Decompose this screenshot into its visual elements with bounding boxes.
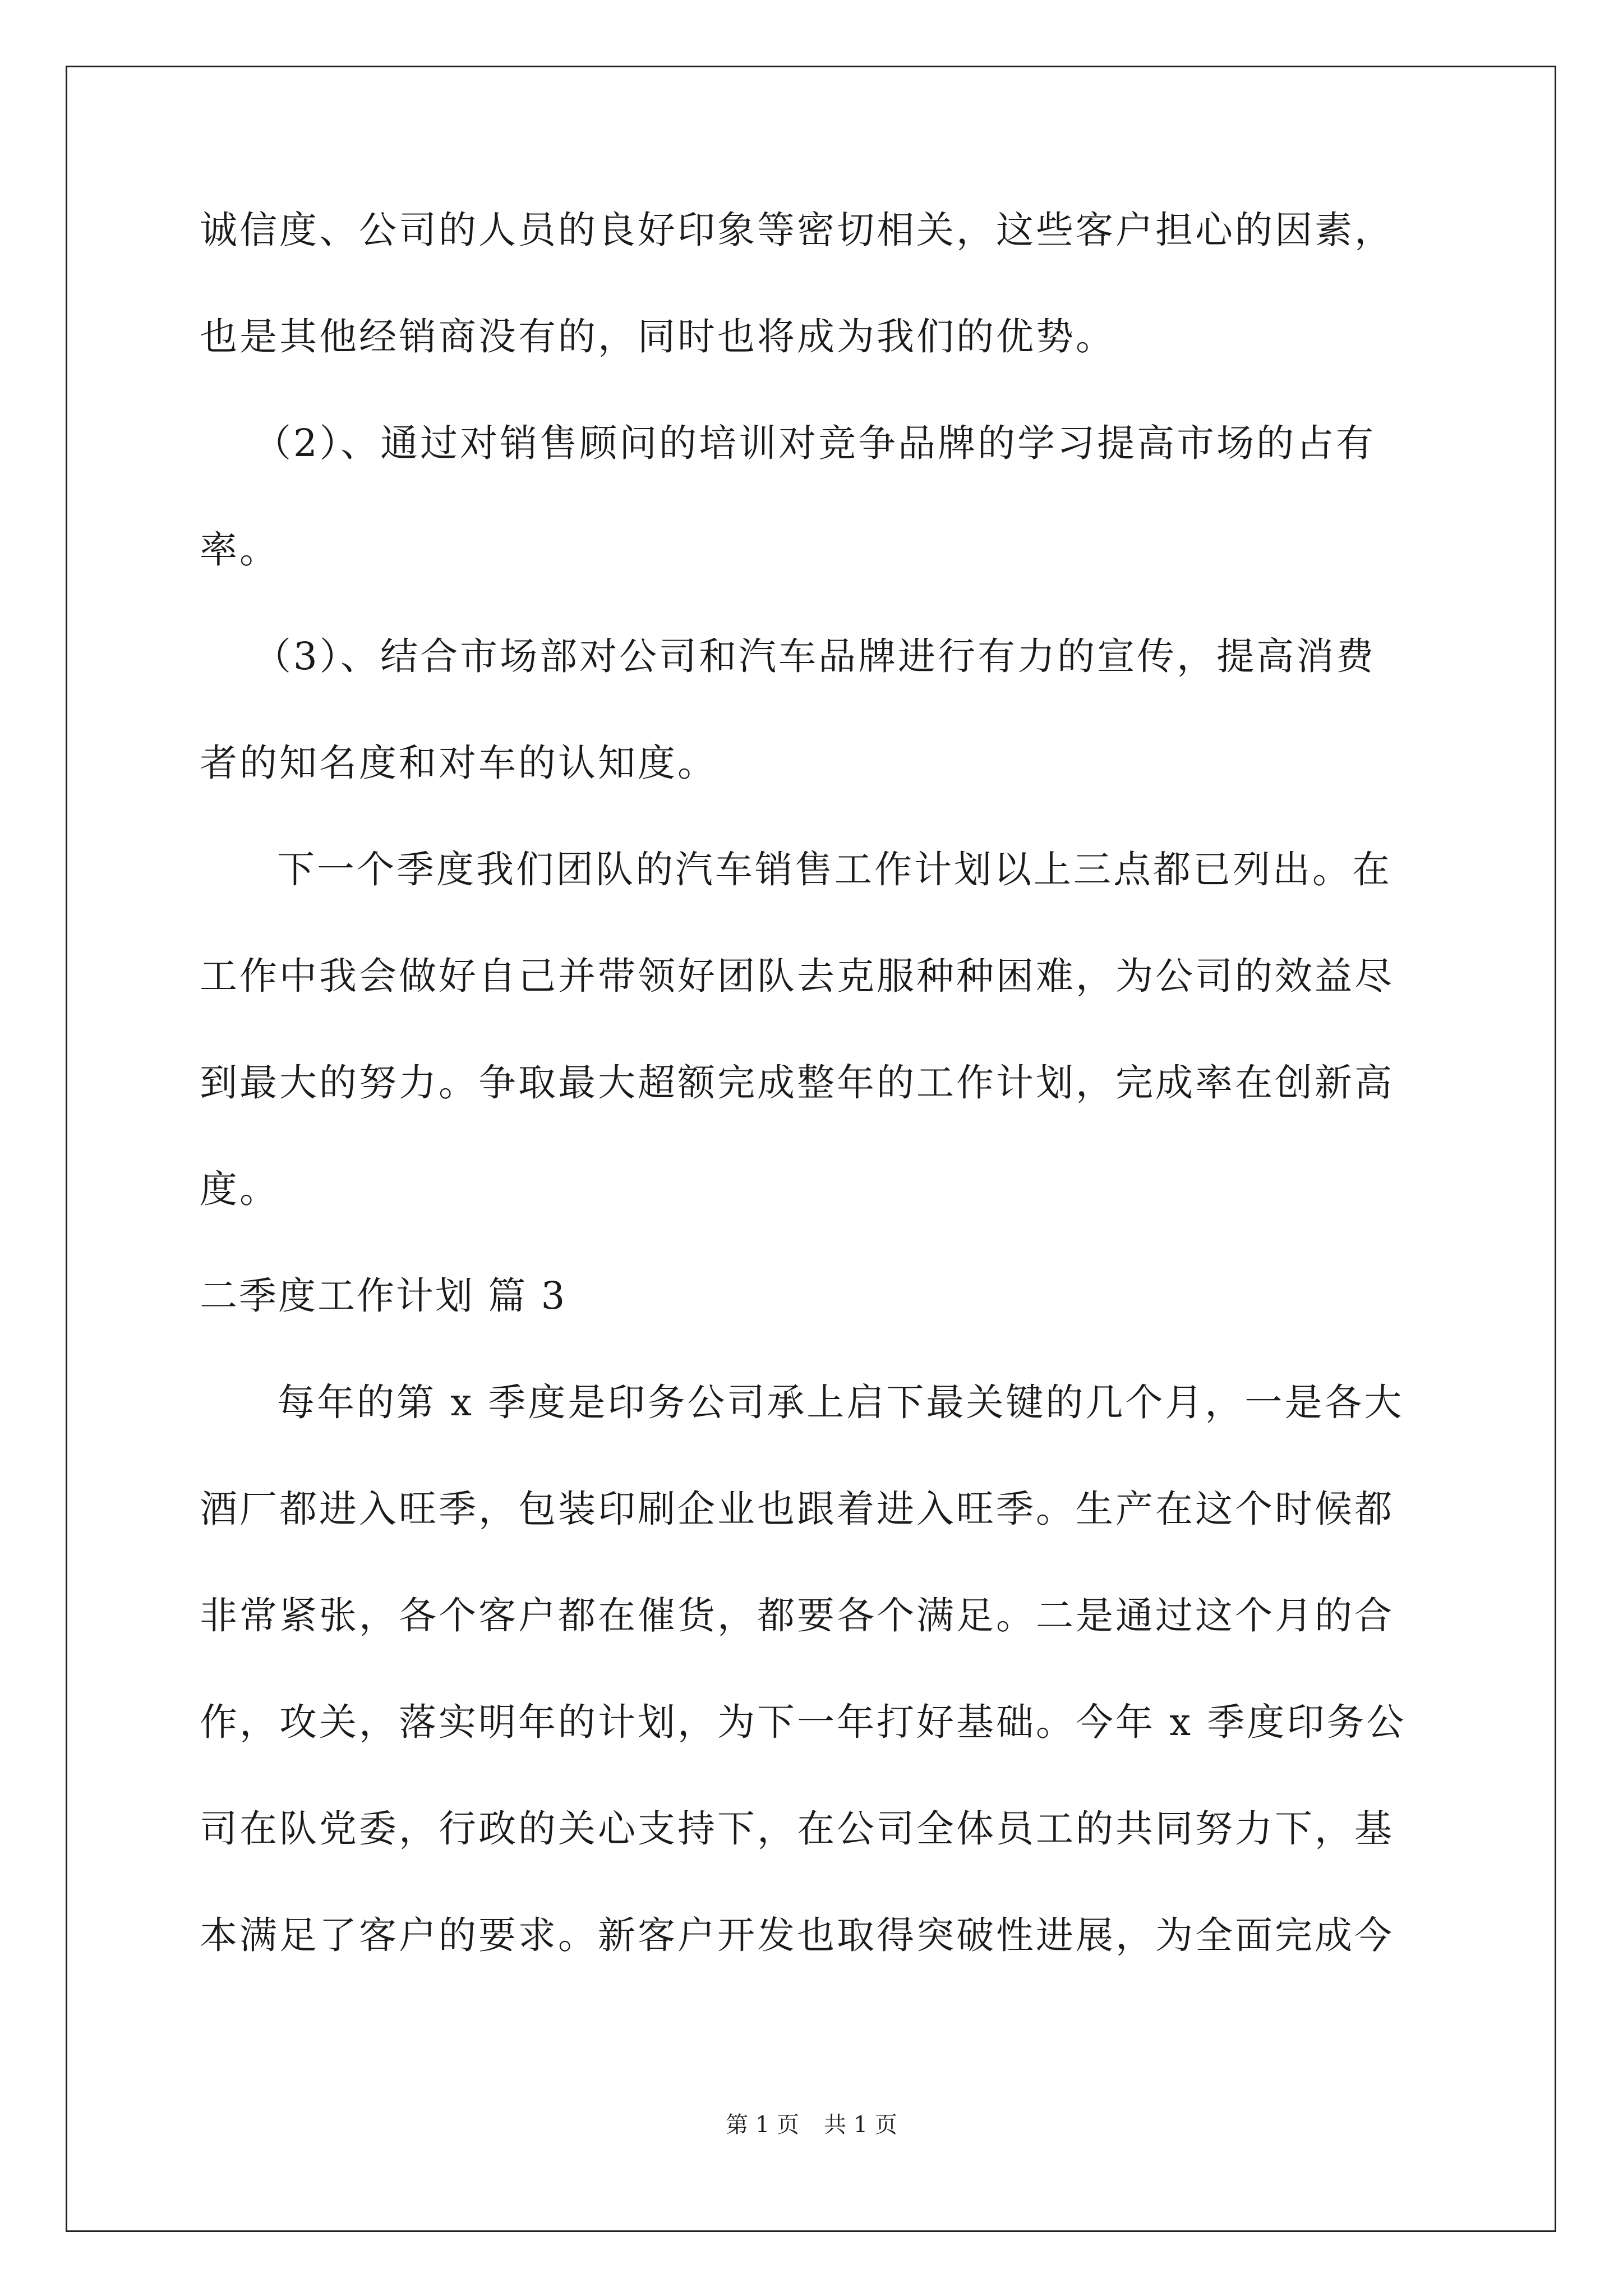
- paragraph-line: 作，攻关，落实明年的计划，为下一年打好基础。今年 x 季度印务公: [200, 1700, 1407, 1744]
- paragraph-line: （3）、结合市场部对公司和汽车品牌进行有力的宣传，提高消费: [253, 634, 1376, 678]
- paragraph-line: 到最大的努力。争取最大超额完成整年的工作计划，完成率在创新高: [200, 1061, 1394, 1105]
- paragraph-line: 司在队党委，行政的关心支持下，在公司全体员工的共同努力下，基: [200, 1807, 1394, 1851]
- paragraph-line: 也是其他经销商没有的，同时也将成为我们的优势。: [200, 315, 1115, 358]
- paragraph-line: 每年的第 x 季度是印务公司承上启下最关键的几个月，一是各大: [277, 1381, 1404, 1424]
- paragraph-line: 者的知名度和对车的认知度。: [200, 741, 717, 785]
- paragraph-line: 率。: [200, 528, 279, 572]
- paragraph-line: 工作中我会做好自己并带领好团队去克服种种困难，为公司的效益尽: [200, 954, 1394, 998]
- paragraph-line: 酒厂都进入旺季，包装印刷企业也跟着进入旺季。生产在这个时候都: [200, 1487, 1394, 1531]
- paragraph-line: 非常紧张，各个客户都在催货，都要各个满足。二是通过这个月的合: [200, 1594, 1394, 1637]
- page-total: 共 1 页: [824, 2112, 897, 2138]
- paragraph-line: 下一个季度我们团队的汽车销售工作计划以上三点都已列出。在: [277, 848, 1392, 891]
- paragraph-line: 度。: [200, 1167, 279, 1211]
- paragraph-line: 诚信度、公司的人员的良好印象等密切相关，这些客户担心的因素，: [200, 208, 1394, 252]
- page-footer: [0, 2108, 1623, 2142]
- paragraph-line: 本满足了客户的要求。新客户开发也取得突破性进展，为全面完成今: [200, 1913, 1394, 1957]
- paragraph-line: （2）、通过对销售顾问的培训对竞争品牌的学习提高市场的占有: [253, 421, 1376, 465]
- section-heading: 二季度工作计划 篇 3: [200, 1274, 567, 1318]
- page-number: 第 1 页: [726, 2112, 799, 2138]
